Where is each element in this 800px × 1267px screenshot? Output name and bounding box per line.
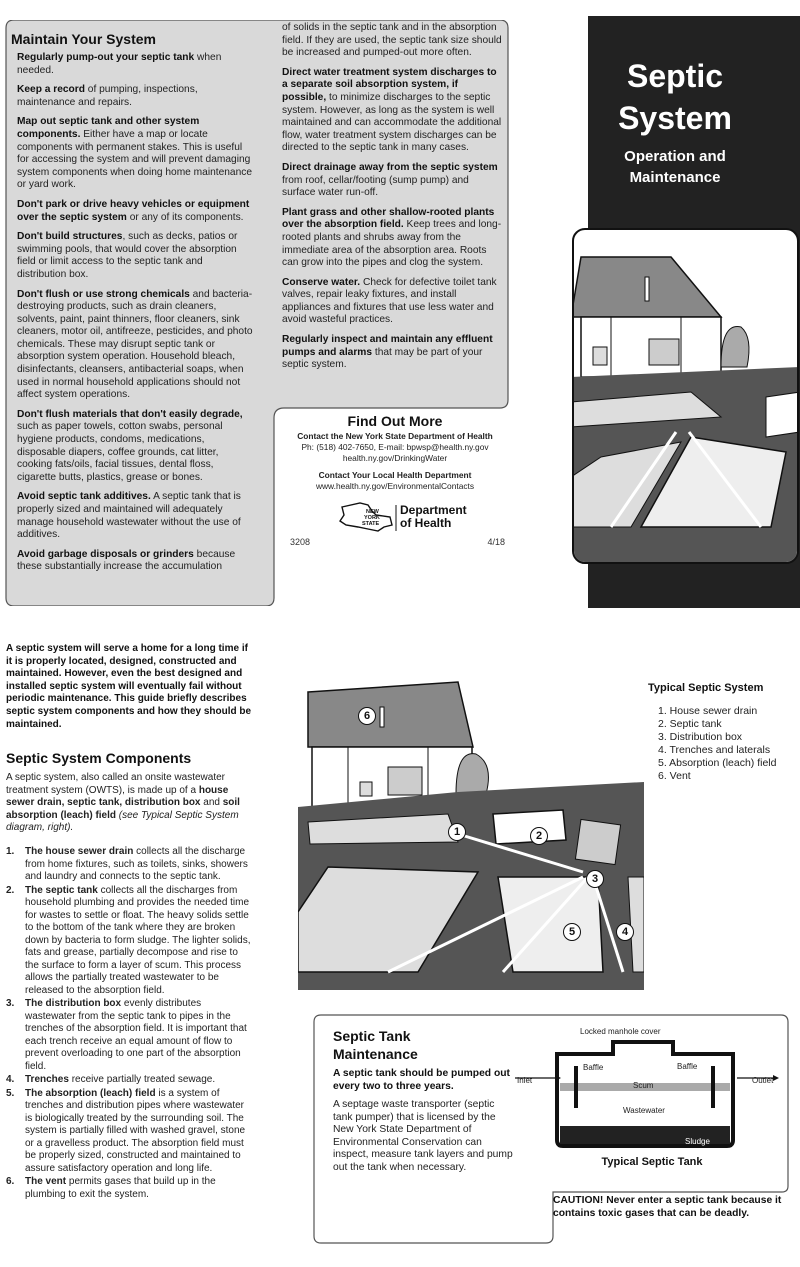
components-intro-bold: house sewer drain, septic tank, distribution box <box>6 784 229 809</box>
component-text <box>25 1088 252 1176</box>
link-environmental-contacts[interactable]: www.health.ny.gov/EnvironmentalContacts <box>315 481 475 491</box>
label-baffle-right: Baffle <box>677 1062 698 1071</box>
maintain-tip-heading: Conserve water. <box>282 276 361 288</box>
maintain-tip <box>282 207 504 270</box>
label-sludge: Sludge <box>685 1137 710 1146</box>
link-drinking-water[interactable]: health.ny.gov/DrinkingWater <box>342 453 448 463</box>
component-number: 1. <box>6 846 15 857</box>
maintain-tip-heading: Keep a record <box>17 84 85 96</box>
legend-item: 3. Distribution box <box>658 731 743 743</box>
maintain-tip-text: of solids in the septic tank and in the absorption field. If they are used, the septic tank size should be increased and pumped-out more often. <box>282 22 502 59</box>
publication-number: 3208 <box>290 537 311 547</box>
component-name: The absorption (leach) field <box>25 1087 156 1099</box>
component-name: Trenches <box>25 1074 69 1085</box>
component-number: 5. <box>6 1087 15 1099</box>
tank-description: A septage waste transporter (septic tank pumper) that is licensed by the New York State Department of Environmental Conservation can inspect, measure tank layers and pump out the tank when necessary. <box>333 1099 513 1173</box>
legend-item: 1. House sewer drain <box>658 705 758 717</box>
component-description: collects all the discharge from home fixtures, such as toilets, sinks, showers and laundry and connects to the septic tank. <box>25 846 248 882</box>
component-description: collects all the discharges from household plumbing and provides the needed time for wastes to settle or float. The heavy solids settle to the bottom of the tank where they are broken down by bacteria to form sludge. The lighter solids, fats and grease, partially decompose and rise to the surface to form a layer of scum. This process allows the partially treated wastewater to be released to the absorption field. <box>25 884 251 996</box>
maintain-tip-heading: Direct water treatment system discharges to a separate soil absorption system, if possible, <box>282 66 497 103</box>
maintain-tip-text: when needed. <box>17 52 222 76</box>
maintain-tip <box>17 231 253 281</box>
maintain-tip-heading: Don't build structures <box>17 231 123 243</box>
cover-title-line2: System <box>618 100 732 136</box>
component-text <box>25 1074 252 1087</box>
publication-codes <box>290 537 505 547</box>
maintain-tip <box>282 67 504 155</box>
cover-subtitle <box>588 146 762 188</box>
component-number: 3. <box>6 998 15 1009</box>
label-outlet: Outlet <box>752 1076 774 1085</box>
maintain-tip-text: A septic tank that is properly sized and maintained will adequately manage household wastewater without the use of additives. <box>17 491 241 541</box>
legend-item: 2. Septic tank <box>658 718 722 730</box>
maintain-tip <box>17 289 253 402</box>
intro-paragraph: A septic system will serve a home for a long time if it is properly located, designed, constructed and maintained. However, even the best designed and installed septic system will eventually fail without periodic maintenance. This guide briefly describes septic system components and how they should be maintained. <box>6 643 252 730</box>
component-item <box>6 1176 252 1201</box>
maintain-tip-text: that may be part of your septic system. <box>282 346 483 371</box>
maintain-tip <box>282 277 504 327</box>
diagram-legend <box>658 705 776 783</box>
maintain-tip <box>282 162 504 200</box>
maintain-tip <box>17 116 253 192</box>
component-name: The house sewer drain <box>25 846 134 857</box>
maintain-tip-text: of pumping, inspections, maintenance and repairs. <box>17 84 198 108</box>
component-description: permits gases that build up in the plumbing to exit the system. <box>25 1176 216 1200</box>
component-description: evenly distributes wastewater from the septic tank to pipes in the trenches of the absorption field. It is important that each trench receive an equal amount of flow to prevent overloading to one part of the absorption field. <box>25 998 247 1072</box>
maintain-tip <box>17 491 253 541</box>
maintain-tip-text: such as paper towels, cotton swabs, personal hygiene products, condoms, medications, disposable diapers, coffee grounds, cat litter, cooking fats/oils, facial tissues, dental floss, cigarette butts, plastics, grease or bones. <box>17 421 223 483</box>
cover-subtitle-line2: Maintenance <box>629 169 721 186</box>
maintain-tip-text: Check for defective toilet tank valves, repair leaky fixtures, and install appliances and fixtures that use less water and avoid wasteful practices. <box>282 276 497 326</box>
components-intro-and: and <box>200 797 223 809</box>
component-name: The vent <box>25 1176 67 1187</box>
label-manhole: Locked manhole cover <box>580 1027 661 1036</box>
component-name: The distribution box <box>25 998 122 1009</box>
maintain-tip <box>282 334 504 372</box>
find-out-more-title: Find Out More <box>347 413 443 429</box>
find-out-more <box>282 413 508 492</box>
maintain-tip-heading: Map out septic tank and other system components. <box>17 116 200 140</box>
maintain-tip-text: or any of its components. <box>126 211 244 223</box>
caution-note: CAUTION! Never enter a septic tank because it contains toxic gases that can be deadly. <box>553 1195 782 1219</box>
doh-logo <box>338 501 488 533</box>
septic-tank-diagram <box>515 1022 780 1152</box>
svg-text:STATE: STATE <box>362 521 380 527</box>
maintain-tip-heading: Avoid septic tank additives. <box>17 491 151 503</box>
maintain-tip-text: , such as decks, patios or swimming pools, that would cover the absorption field or limit access to the septic tank and distribution box. <box>17 231 238 280</box>
component-item <box>6 998 252 1073</box>
component-text <box>25 998 252 1073</box>
doh-logo-line1: Department <box>400 503 467 517</box>
component-name: The septic tank <box>25 884 98 896</box>
doh-logo-line2: of Health <box>400 516 452 530</box>
components-intro-text: A septic system, also called an onsite wastewater treatment system (OWTS), is made up of a <box>6 772 225 796</box>
maintain-tip <box>17 549 253 574</box>
components-intro-bold2: soil absorption (leach) field <box>6 797 240 821</box>
component-item <box>6 1088 252 1176</box>
tank-title-line1: Septic Tank <box>333 1028 411 1044</box>
maintain-tip-heading: Regularly inspect and maintain any effluent pumps and alarms <box>282 334 493 358</box>
components-title: Septic System Components <box>6 750 192 766</box>
maintain-tip-text: from roof, cellar/footing (sump pump) and surface water run-off. <box>282 174 469 199</box>
component-text <box>25 885 252 998</box>
component-number: 6. <box>6 1176 15 1187</box>
maintain-tip-text: to minimize discharges to the septic system. However, as long as the system is well maintained and can accommodate the additional flow, water treatment system discharges can be directed to the septic tank in many cases. <box>282 91 502 154</box>
component-item <box>6 885 252 998</box>
maintain-tip <box>282 22 504 60</box>
components-list <box>6 846 252 1202</box>
marker-6: 6 <box>358 706 376 725</box>
maintain-tip-heading: Don't flush materials that don't easily degrade, <box>17 408 243 420</box>
component-text <box>25 1176 252 1201</box>
maintain-column-2 <box>282 22 504 379</box>
contact-local-health: Contact Your Local Health Department <box>318 470 472 480</box>
publication-date: 4/18 <box>487 537 505 547</box>
maintain-tip-text: Keep trees and long-rooted plants and shrubs away from the immediate area of the absorption area. Roots can grow into the pipes and clog the system. <box>282 219 502 269</box>
maintain-tip-text: because these substantially increase the accumulation <box>17 548 236 573</box>
contact-nysdoh: Contact the New York State Department of Health <box>297 431 493 441</box>
maintain-tip-text: Either have a map or locate components with permanent stakes. This is useful for accessing the system and will prevent damaging system components when doing home maintenance or yard work. <box>17 128 253 191</box>
label-baffle-left: Baffle <box>583 1063 604 1072</box>
tank-title <box>333 1027 418 1063</box>
component-description: is a system of trenches and distribution pipes where wastewater is biologically treated by the surrounding soil. The system is partially filled with washed gravel, stone or a gravelless product. The absorption field must be properly sized, constructed and maintained to assure satisfactory operation and long life. <box>25 1087 246 1174</box>
maintain-tip <box>17 199 253 224</box>
label-inlet: Inlet <box>517 1076 533 1085</box>
legend-item: 5. Absorption (leach) field <box>658 757 777 769</box>
component-description: receive partially treated sewage. <box>68 1074 216 1085</box>
marker-3: 3 <box>586 869 604 888</box>
maintain-tip-heading: Regularly pump-out your septic tank <box>17 52 195 63</box>
maintain-tip <box>17 52 253 77</box>
cover-title-line1: Septic <box>626 58 724 94</box>
maintain-tip-heading: Don't park or drive heavy vehicles or equipment over the septic system <box>17 198 250 223</box>
maintain-tip-heading: Plant grass and other shallow-rooted plants over the absorption field. <box>282 206 495 231</box>
maintain-tip-text: and bacteria-destroying products, such as drain cleaners, solvents, paint, paint thinners, floor cleaners, sink cleaners, motor oil, antifreeze, pesticides, and photo chemicals. These may disrupt septic tank or absorption system operation. Household bleach, disinfectants, cleansers, antibacterial soaps, when used in normal household applications should not affect system operations. <box>17 288 253 401</box>
marker-2: 2 <box>530 826 548 845</box>
components-intro-italic: (see Typical Septic System diagram, right). <box>6 809 239 834</box>
maintain-tip <box>17 409 253 485</box>
component-text <box>25 846 252 884</box>
tank-pump-frequency: A septic tank should be pumped out every two to three years. <box>333 1068 510 1092</box>
maintain-column-1 <box>17 52 253 581</box>
label-wastewater: Wastewater <box>623 1106 665 1115</box>
maintain-tip-heading: Direct drainage away from the septic system <box>282 161 498 173</box>
cover-title <box>588 55 762 139</box>
maintain-tip <box>17 84 253 109</box>
components-intro <box>6 772 252 835</box>
maintain-tip-heading: Avoid garbage disposals or grinders <box>17 548 194 560</box>
cover-subtitle-line1: Operation and <box>624 148 726 165</box>
tank-diagram-caption: Typical Septic Tank <box>601 1156 703 1168</box>
svg-text:YORK: YORK <box>364 515 380 521</box>
septic-system-diagram <box>298 672 644 990</box>
component-number: 4. <box>6 1074 15 1085</box>
component-item <box>6 846 252 884</box>
svg-text:NEW: NEW <box>366 509 379 515</box>
marker-1: 1 <box>448 822 466 841</box>
tank-title-line2: Maintenance <box>333 1046 418 1062</box>
maintain-tip-heading: Don't flush or use strong chemicals <box>17 288 190 300</box>
diagram-title: Typical Septic System <box>648 682 764 694</box>
cover-illustration <box>571 227 800 565</box>
marker-4: 4 <box>616 922 634 941</box>
component-item <box>6 1074 252 1087</box>
component-number: 2. <box>6 884 15 896</box>
label-scum: Scum <box>633 1081 654 1090</box>
marker-5: 5 <box>563 922 581 941</box>
legend-item: 6. Vent <box>658 770 691 782</box>
contact-phone-email[interactable]: Ph: (518) 402-7650, E-mail: bpwsp@health.ny.gov <box>301 442 489 452</box>
legend-item: 4. Trenches and laterals <box>658 744 771 756</box>
maintain-title: Maintain Your System <box>11 31 156 47</box>
